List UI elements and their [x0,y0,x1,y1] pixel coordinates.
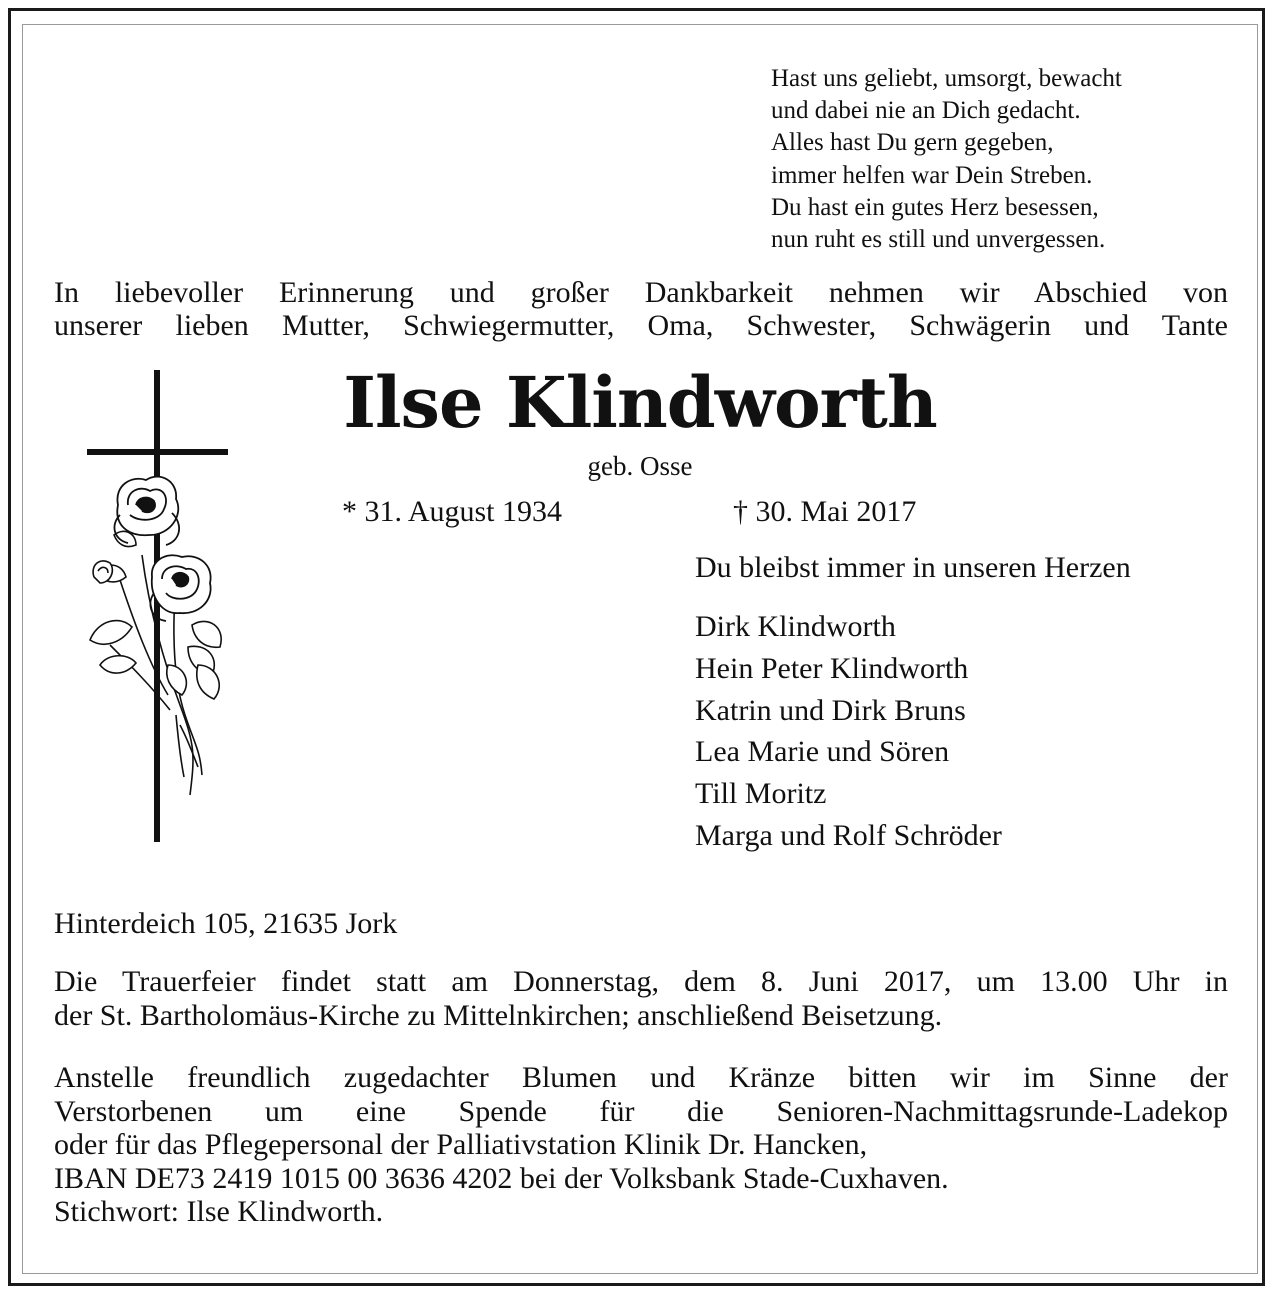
motto: Du bleibst immer in unseren Herzen [695,551,1131,584]
birth-date: * 31. August 1934 [342,495,563,528]
donation-line: oder für das Pflegepersonal der Palliativstation Klinik Dr. Hancken, [54,1128,868,1161]
maiden-name: geb. Osse [587,451,693,481]
death-date: † 30. Mai 2017 [733,495,917,528]
mourner-name: Katrin und Dirk Bruns [695,693,966,727]
cross-with-roses-icon [80,365,240,854]
mourner-name: Hein Peter Klindworth [695,651,969,685]
intro-text [54,276,1228,342]
poem-line: und dabei nie an Dich gedacht. [771,97,1081,125]
intro-line: unserer lieben Mutter, Schwiegermutter, Oma, Schwester, Schwägerin und Tante [54,309,1228,342]
poem-line: Du hast ein gutes Herz besessen, [771,193,1099,221]
mourner-name: Lea Marie und Sören [695,735,950,769]
poem-line: Alles hast Du gern gegeben, [771,129,1054,157]
donation-line: Stichwort: Ilse Klindworth. [54,1195,384,1228]
poem-line: immer helfen war Dein Streben. [771,161,1093,189]
intro-line: In liebevoller Erinnerung und großer Dankbarkeit nehmen wir Abschied von [54,276,1228,309]
mourners-list [695,606,1002,857]
poem-line: Hast uns geliebt, umsorgt, bewacht [771,65,1122,92]
deceased-name: Ilse Klindworth [343,361,937,444]
funeral-line: Die Trauerfeier findet statt am Donnerstag, dem 8. Juni 2017, um 13.00 Uhr in [54,965,1228,998]
donation-notice [54,1061,1228,1229]
funeral-line: der St. Bartholomäus-Kirche zu Mittelnkirchen; anschließend Beisetzung. [54,998,943,1032]
mourner-name: Dirk Klindworth [695,610,896,643]
poem [771,63,1241,256]
poem-line: nun ruht es still und unvergessen. [771,226,1106,254]
mourner-name: Marga und Rolf Schröder [695,818,1002,852]
donation-line: Anstelle freundlich zugedachter Blumen und Kränze bitten wir im Sinne der [54,1061,1228,1094]
address: Hinterdeich 105, 21635 Jork [54,907,398,940]
donation-line: IBAN DE73 2419 1015 00 3636 4202 bei der Volksbank Stade-Cuxhaven. [54,1161,949,1195]
funeral-notice [54,965,1228,1032]
mourner-name: Till Moritz [695,777,827,811]
donation-line: Verstorbenen um eine Spende für die Senioren-Nachmittagsrunde-Ladekop [54,1094,1228,1128]
